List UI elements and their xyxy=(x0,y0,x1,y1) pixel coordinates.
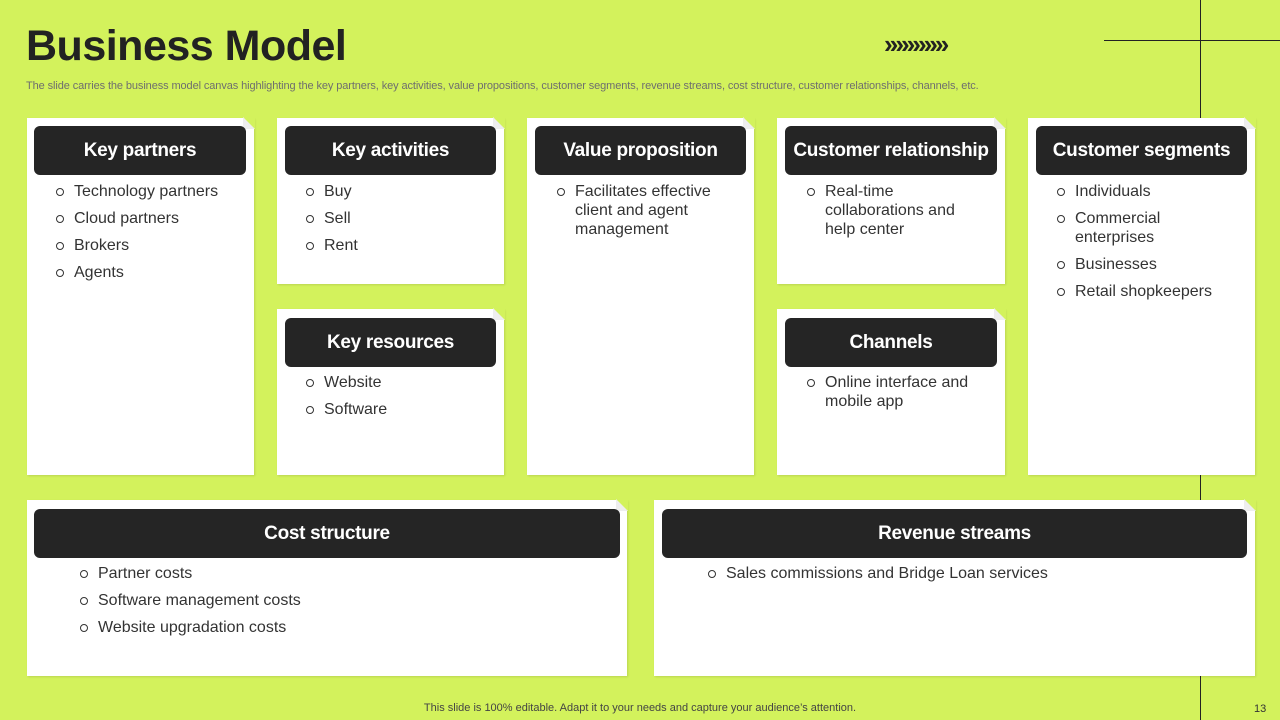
page-fold-corner xyxy=(616,499,628,511)
list-item: Rent xyxy=(306,236,496,255)
page-fold-corner xyxy=(743,117,755,129)
channels-list xyxy=(807,373,977,419)
list-item: Sell xyxy=(306,209,496,228)
customer-relationship-list xyxy=(807,182,967,247)
key-activities-list xyxy=(306,182,496,263)
key-partners-list xyxy=(56,182,246,290)
list-item: Commercial enterprises xyxy=(1057,209,1217,247)
list-item: Individuals xyxy=(1057,182,1217,201)
channels-header: Channels xyxy=(785,318,997,367)
page-fold-corner xyxy=(1244,117,1256,129)
page-fold-corner xyxy=(493,117,505,129)
key-resources-header: Key resources xyxy=(285,318,496,367)
list-item: Cloud partners xyxy=(56,209,246,228)
revenue-streams-header: Revenue streams xyxy=(662,509,1247,558)
key-resources-list xyxy=(306,373,496,427)
footer-note: This slide is 100% editable. Adapt it to your needs and capture your audience’s attention. xyxy=(423,702,857,714)
list-item: Facilitates effective client and agent management xyxy=(557,182,727,239)
customer-segments-header: Customer segments xyxy=(1036,126,1247,175)
list-item: Website upgradation costs xyxy=(80,618,580,637)
list-item: Partner costs xyxy=(80,564,580,583)
page-number: 13 xyxy=(1254,703,1267,715)
customer-segments-list xyxy=(1057,182,1217,309)
list-item: Retail shopkeepers xyxy=(1057,282,1217,301)
decorative-horizontal-line xyxy=(1104,40,1280,41)
list-item: Agents xyxy=(56,263,246,282)
cost-structure-header: Cost structure xyxy=(34,509,620,558)
list-item: Buy xyxy=(306,182,496,201)
list-item: Real-time collaborations and help center xyxy=(807,182,967,239)
value-proposition-list xyxy=(557,182,727,247)
page-fold-corner xyxy=(994,117,1006,129)
slide-title: Business Model xyxy=(26,22,347,70)
list-item: Technology partners xyxy=(56,182,246,201)
list-item: Software management costs xyxy=(80,591,580,610)
cost-structure-list xyxy=(80,564,580,645)
list-item: Online interface and mobile app xyxy=(807,373,977,411)
list-item: Sales commissions and Bridge Loan services xyxy=(708,564,1228,583)
key-partners-header: Key partners xyxy=(34,126,246,175)
page-fold-corner xyxy=(1244,499,1256,511)
page-fold-corner xyxy=(994,308,1006,320)
customer-relationship-header: Customer relationship xyxy=(785,126,997,175)
value-proposition-header: Value proposition xyxy=(535,126,746,175)
list-item: Website xyxy=(306,373,496,392)
key-activities-header: Key activities xyxy=(285,126,496,175)
revenue-streams-list xyxy=(708,564,1228,591)
list-item: Brokers xyxy=(56,236,246,255)
chevrons-decoration: ››››››››››› xyxy=(884,29,947,59)
list-item: Software xyxy=(306,400,496,419)
page-fold-corner xyxy=(243,117,255,129)
page-fold-corner xyxy=(493,308,505,320)
list-item: Businesses xyxy=(1057,255,1217,274)
slide-subtitle: The slide carries the business model canvas highlighting the key partners, key activities, value propositions, customer segments, revenue streams, cost structure, customer relationships, channels, etc. xyxy=(26,80,979,92)
